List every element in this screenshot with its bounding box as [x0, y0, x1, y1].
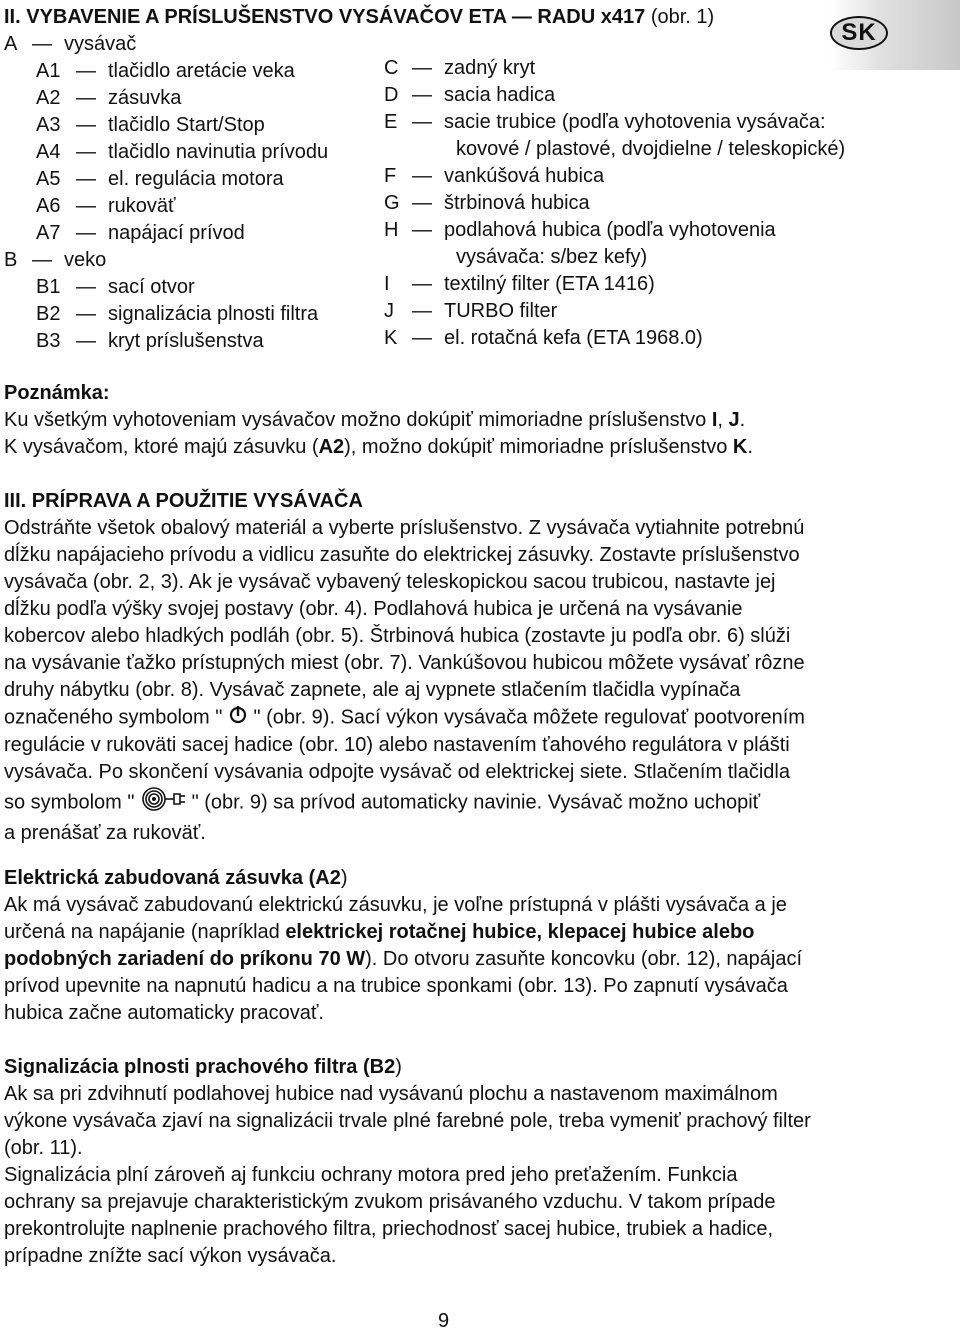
- right-list-item: [384, 84, 555, 107]
- left-list-item-code: A1: [36, 60, 61, 82]
- filter-line: prípadne znížte sací výkon vysávača.: [4, 1245, 337, 1267]
- filter-line: výkone vysávača zjaví na signalizácii trvale plné farebné pole, treba vymeniť prachový filter: [4, 1110, 811, 1132]
- left-list-item-label: signalizácia plnosti filtra: [108, 303, 319, 325]
- language-badge: SK: [830, 16, 888, 50]
- filter-heading: Signalizácia plnosti prachového filtra (B2): [4, 1056, 402, 1078]
- left-list-item-dash: —: [76, 168, 96, 190]
- left-list-item-dash: —: [76, 222, 96, 244]
- filter-line: (obr. 11).: [4, 1137, 83, 1159]
- left-list-item-label: tlačidlo aretácie veka: [108, 60, 295, 82]
- right-list-item-label: TURBO filter: [444, 300, 558, 322]
- socket-line-5: hubica začne automaticky pracovať.: [4, 1002, 324, 1024]
- left-list-item-label: veko: [64, 249, 107, 271]
- left-list-item-code: A2: [36, 87, 61, 109]
- left-list-item-dash: —: [76, 114, 96, 136]
- left-list-item-label: el. regulácia motora: [108, 168, 284, 190]
- left-list-item-code: B2: [36, 303, 61, 325]
- cord-rewind-symbol-icon: [140, 786, 186, 820]
- left-list-item-code: B: [4, 249, 18, 271]
- left-list-item-code: B3: [36, 330, 61, 352]
- right-list-item-dash: —: [412, 219, 432, 241]
- right-list-item-code: I: [384, 273, 390, 295]
- left-list-item: [36, 114, 265, 137]
- section-3-line-10: vysávača. Po skončení vysávania odpojte vysávač od elektrickej siete. Stlačením tlačidla: [4, 761, 790, 783]
- left-list-item: [36, 276, 195, 299]
- section-3-line: dĺžku napájacieho prívodu a vidlicu zasuňte do elektrickej zásuvky. Zostavte príslušenstvo: [4, 544, 800, 566]
- filter-section: [4, 1054, 811, 1270]
- right-list-item-code: G: [384, 192, 400, 214]
- right-list-item: [384, 165, 604, 188]
- socket-section: [4, 865, 802, 1027]
- right-list-item: [384, 273, 655, 296]
- right-list-item: [384, 57, 535, 80]
- left-list-item-code: A7: [36, 222, 61, 244]
- left-list-item-label: rukoväť: [108, 195, 176, 217]
- right-list-item-dash: —: [412, 111, 432, 133]
- left-list-item: [36, 222, 245, 245]
- right-list-item-label: vysávača: s/bez kefy): [456, 246, 648, 268]
- right-list-item-label: sacie trubice (podľa vyhotovenia vysávača:: [444, 111, 826, 133]
- right-list-item: [384, 111, 826, 134]
- left-list-item-label: sací otvor: [108, 276, 195, 298]
- right-list-item-dash: —: [412, 84, 432, 106]
- left-list-item-dash: —: [32, 33, 52, 55]
- left-list-item-dash: —: [76, 303, 96, 325]
- left-list-item: [36, 168, 284, 191]
- left-list-item-label: tlačidlo Start/Stop: [108, 114, 265, 136]
- section-3-line: vysávača (obr. 2, 3). Ak je vysávač vybavený teleskopickou sacou trubicou, nastavte jej: [4, 571, 776, 593]
- right-list-item-dash: —: [412, 57, 432, 79]
- right-list-item-dash: —: [412, 300, 432, 322]
- left-list-item-dash: —: [76, 195, 96, 217]
- right-list-item-label: kovové / plastové, dvojdielne / teleskopické): [456, 138, 846, 160]
- left-list-item-code: A6: [36, 195, 61, 217]
- filter-line: Signalizácia plní zároveň aj funkciu ochrany motora pred jeho preťažením. Funkcia: [4, 1164, 738, 1186]
- section-3-line: druhy nábytku (obr. 8). Vysávač zapnete, ale aj vypnete stlačením tlačidla vypínača: [4, 679, 741, 701]
- left-list-item-label: vysávač: [64, 33, 137, 55]
- right-list-item-code: H: [384, 219, 399, 241]
- socket-line-3: podobných zariadení do príkonu 70 W). Do otvoru zasuňte koncovku (obr. 12), napájací: [4, 948, 803, 970]
- power-symbol-icon: [228, 704, 248, 732]
- left-list-item: [36, 303, 318, 326]
- right-list-item: [384, 300, 557, 323]
- note-line-1: Ku všetkým vyhotoveniam vysávačov možno dokúpiť mimoriadne príslušenstvo I, J.: [4, 409, 746, 431]
- right-list-item: [384, 192, 590, 215]
- right-list-item-dash: —: [412, 327, 432, 349]
- right-list-item-code: K: [384, 327, 398, 349]
- right-list-item: [384, 327, 703, 350]
- section-title: [4, 6, 714, 29]
- section-3-line: kobercov alebo hladkých podláh (obr. 5). Štrbinová hubica (zostavte ju podľa obr. 6) slúži: [4, 625, 791, 647]
- right-list-item-label: textilný filter (ETA 1416): [444, 273, 655, 295]
- right-list-item-dash: —: [412, 165, 432, 187]
- filter-line: Ak sa pri zdvihnutí podlahovej hubice nad vysávanú plochu a nastavenom maximálnom: [4, 1083, 778, 1105]
- socket-heading: Elektrická zabudovaná zásuvka (A2): [4, 867, 348, 889]
- right-list-item-label: podlahová hubica (podľa vyhotovenia: [444, 219, 776, 241]
- section-3-line-9: regulácie v rukoväti sacej hadice (obr. 10) alebo nastavením ťahového regulátora v plášti: [4, 734, 790, 756]
- right-list-item-dash: —: [412, 192, 432, 214]
- right-list-item-label: sacia hadica: [444, 84, 556, 106]
- left-list-item-dash: —: [32, 249, 52, 271]
- note-line-2: K vysávačom, ktoré majú zásuvku (A2), možno dokúpiť mimoriadne príslušenstvo K.: [4, 436, 753, 458]
- left-list-item-code: B1: [36, 276, 61, 298]
- filter-body: [4, 1081, 811, 1270]
- right-list-item-code: C: [384, 57, 399, 79]
- left-list-item-label: napájací prívod: [108, 222, 245, 244]
- section-3-line-11: so symbolom " " (obr. 9) sa prívod automaticky navinie. Vysávač možno uchopiť: [4, 786, 805, 820]
- socket-line-2: určená na napájanie (napríklad elektrickej rotačnej hubice, klepacej hubice alebo: [4, 921, 755, 943]
- filter-line: ochrany sa prejavuje charakteristickým zvukom prisávaného vzduchu. V takom prípade: [4, 1191, 776, 1213]
- left-list-item-label: tlačidlo navinutia prívodu: [108, 141, 329, 163]
- right-list-item-code: J: [384, 300, 394, 322]
- socket-line-4: prívod upevnite na napnutú hadicu a na trubice sponkami (obr. 13). Po zapnutí vysávača: [4, 975, 788, 997]
- right-list-item: [384, 219, 776, 242]
- section-title-main: II. VYBAVENIE A PRÍSLUŠENSTVO VYSÁVAČOV ETA — RADU x417: [4, 6, 646, 28]
- left-list-item-code: A: [4, 33, 18, 55]
- right-list-item: [384, 246, 647, 269]
- section-3-line-12: a prenášať za rukoväť.: [4, 822, 206, 844]
- section-3-body: [4, 515, 805, 704]
- note-heading: Poznámka:: [4, 382, 110, 404]
- left-list-item-code: A3: [36, 114, 61, 136]
- section-3-line: na vysávanie ťažko prístupných miest (obr. 7). Vankúšovou hubicou môžete vysávať rôzne: [4, 652, 805, 674]
- left-list-item-dash: —: [76, 330, 96, 352]
- left-list-item-dash: —: [76, 60, 96, 82]
- left-list-item: [4, 33, 136, 56]
- left-list-item-dash: —: [76, 141, 96, 163]
- left-list-item: [36, 87, 181, 110]
- right-list-item-label: štrbinová hubica: [444, 192, 590, 214]
- page-number: 9: [438, 1310, 450, 1332]
- socket-line-1: Ak má vysávač zabudovanú elektrickú zásuvku, je voľne prístupná v plášti vysávača a je: [4, 894, 787, 916]
- section-3-line: dĺžku podľa výšky svojej postavy (obr. 4). Podlahová hubica je určená na vysávanie: [4, 598, 743, 620]
- section-3-heading: III. PRÍPRAVA A POUŽITIE VYSÁVAČA: [4, 490, 363, 512]
- right-list-item-label: zadný kryt: [444, 57, 536, 79]
- section-title-figure-ref: (obr. 1): [650, 6, 715, 28]
- left-list-item-label: zásuvka: [108, 87, 182, 109]
- section-3-line-8: označeného symbolom " " (obr. 9). Sací výkon vysávača môžete regulovať pootvorením: [4, 704, 805, 732]
- left-list-item: [36, 195, 176, 218]
- left-list-item: [4, 249, 106, 272]
- left-list-item-dash: —: [76, 87, 96, 109]
- right-list-item-dash: —: [412, 273, 432, 295]
- left-list-item-code: A4: [36, 141, 61, 163]
- right-list-item-label: vankúšová hubica: [444, 165, 605, 187]
- left-list-item-dash: —: [76, 276, 96, 298]
- filter-line: prekontrolujte naplnenie prachového filtra, priechodnosť sacej hubice, trubiek a hadice,: [4, 1218, 774, 1240]
- section-3-line: Odstráňte všetok obalový materiál a vyberte príslušenstvo. Z vysávača vytiahnite potrebnú: [4, 517, 805, 539]
- note-block: [4, 380, 753, 461]
- left-list-item: [36, 330, 264, 353]
- left-list-item: [36, 60, 295, 83]
- left-list-item: [36, 141, 328, 164]
- left-list-item-label: kryt príslušenstva: [108, 330, 264, 352]
- right-list-item-code: F: [384, 165, 397, 187]
- right-list-item-code: D: [384, 84, 399, 106]
- right-list-item-code: E: [384, 111, 398, 133]
- section-3: [4, 488, 805, 847]
- left-list-item-code: A5: [36, 168, 61, 190]
- right-list-item-label: el. rotačná kefa (ETA 1968.0): [444, 327, 703, 349]
- right-list-item: [384, 138, 845, 161]
